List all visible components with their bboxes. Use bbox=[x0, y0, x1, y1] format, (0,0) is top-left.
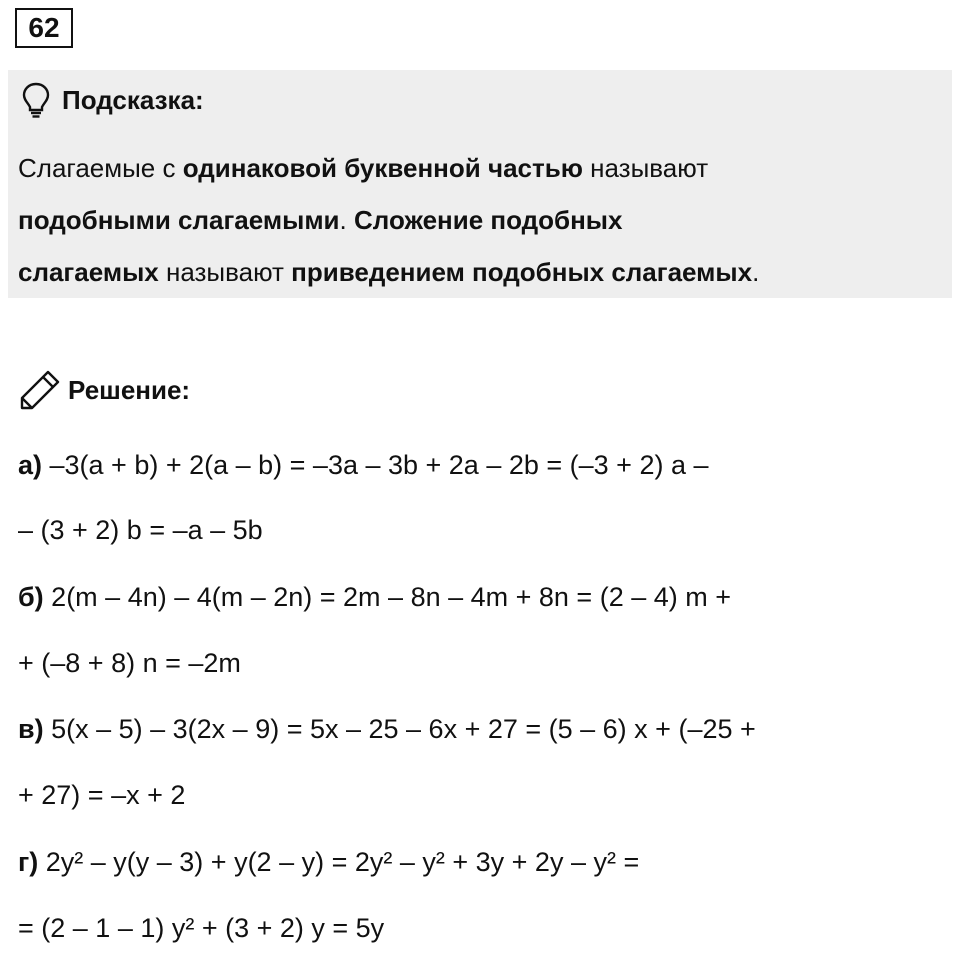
hint-header bbox=[20, 80, 204, 120]
hint-text bbox=[18, 142, 938, 298]
hint-title: Подсказка: bbox=[62, 84, 204, 115]
hint-text-segment: называют bbox=[158, 257, 292, 287]
hint-line-2 bbox=[18, 194, 938, 246]
hint-line-3 bbox=[18, 246, 938, 298]
equation-text: + (–8 + 8) n = –2m bbox=[18, 648, 241, 678]
solution-line-a1 bbox=[18, 445, 709, 485]
equation-text: 5(x – 5) – 3(2x – 9) = 5x – 25 – 6x + 27 = (5 – 6) x + (–25 + bbox=[43, 714, 756, 744]
solution-line-v1 bbox=[18, 709, 756, 749]
equation-text: = (2 – 1 – 1) y² + (3 + 2) y = 5y bbox=[18, 913, 385, 943]
hint-term-bold: одинаковой буквенной частью bbox=[182, 153, 583, 183]
lightbulb-icon bbox=[20, 81, 52, 119]
solution-line-g1 bbox=[18, 842, 639, 882]
hint-term-bold: слагаемых bbox=[18, 257, 159, 287]
hint-line-1 bbox=[18, 142, 938, 194]
equation-text: –3(a + b) + 2(a – b) = –3a – 3b + 2a – 2b = (–3 + 2) a – bbox=[42, 450, 709, 480]
part-label-b: б) bbox=[18, 582, 44, 612]
solution-line-b1 bbox=[18, 577, 731, 617]
hint-term-bold: подобными слагаемыми bbox=[18, 205, 340, 235]
hint-box bbox=[8, 70, 952, 298]
solution-title: Решение: bbox=[68, 374, 191, 405]
solution-header bbox=[18, 368, 190, 412]
equation-text: 2(m – 4n) – 4(m – 2n) = 2m – 8n – 4m + 8n = (2 – 4) m + bbox=[43, 582, 731, 612]
hint-term-bold: Сложение подобных bbox=[354, 205, 623, 235]
hint-text-segment: . bbox=[339, 205, 354, 235]
hint-text-segment: . bbox=[752, 257, 760, 287]
part-label-a: а) bbox=[18, 450, 43, 480]
problem-number: 62 bbox=[15, 8, 73, 48]
hint-text-segment: называют bbox=[582, 153, 709, 183]
equation-text: + 27) = –x + 2 bbox=[18, 780, 186, 810]
solution-line-v2 bbox=[18, 775, 185, 815]
equation-text: – (3 + 2) b = –a – 5b bbox=[18, 515, 263, 545]
equation-text: 2y² – y(y – 3) + y(2 – y) = 2y² – y² + 3y + 2y – y² = bbox=[38, 847, 640, 877]
solution-line-a2 bbox=[18, 510, 263, 550]
pencil-icon bbox=[18, 368, 62, 412]
part-label-g: г) bbox=[18, 847, 39, 877]
hint-term-bold: приведением подобных слагаемых bbox=[291, 257, 753, 287]
part-label-v: в) bbox=[18, 714, 44, 744]
hint-text-segment: Слагаемые с bbox=[18, 153, 183, 183]
solution-line-g2 bbox=[18, 908, 384, 948]
solution-line-b2 bbox=[18, 643, 241, 683]
